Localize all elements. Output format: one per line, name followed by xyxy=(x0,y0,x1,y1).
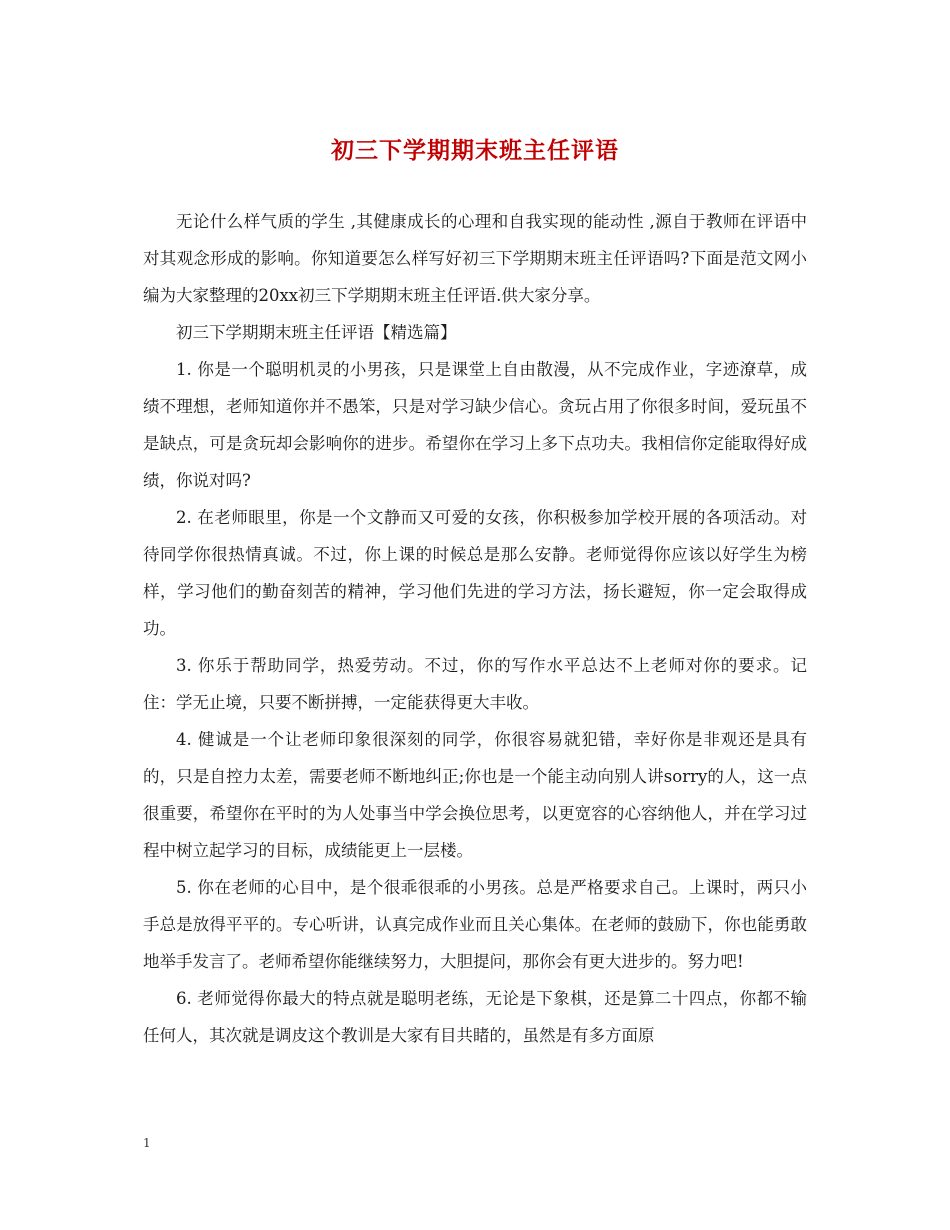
comment-paragraph-2: 2. 在老师眼里，你是一个文静而又可爱的女孩，你积极参加学校开展的各项活动。对待同学你很热情真诚。不过，你上课的时候总是那么安静。老师觉得你应该以好学生为榜样，学习他们的勤奋刻苦的精神，学习他们先进的学习方法，扬长避短，你一定会取得成功。 xyxy=(143,508,807,638)
comment-paragraph-5: 5. 你在老师的心目中，是个很乖很乖的小男孩。总是严格要求自己。上课时，两只小手总是放得平平的。专心听讲，认真完成作业而且关心集体。在老师的鼓励下，你也能勇敢地举手发言了。老师希望你能继续努力，大胆提问，那你会有更大进步的。努力吧! xyxy=(143,878,807,971)
comment-paragraph-6: 6. 老师觉得你最大的特点就是聪明老练，无论是下象棋，还是算二十四点，你都不输任何人，其次就是调皮这个教训是大家有目共睹的，虽然是有多方面原 xyxy=(143,989,807,1045)
document-body xyxy=(143,203,807,1054)
comment-paragraph-1: 1. 你是一个聪明机灵的小男孩，只是课堂上自由散漫，从不完成作业，字迹潦草，成绩不理想，老师知道你并不愚笨，只是对学习缺少信心。贪玩占用了你很多时间，爱玩虽不是缺点，可是贪玩却会影响你的进步。希望你在学习上多下点功夫。我相信你定能取得好成绩，你说对吗? xyxy=(143,360,807,490)
comment-paragraph-3: 3. 你乐于帮助同学，热爱劳动。不过，你的写作水平总达不上老师对你的要求。记住：学无止境，只要不断拼搏，一定能获得更大丰收。 xyxy=(143,656,807,712)
comment-paragraph-4: 4. 健诚是一个让老师印象很深刻的同学，你很容易就犯错，幸好你是非观还是具有的，只是自控力太差，需要老师不断地纠正;你也是一个能主动向别人讲sorry的人，这一点很重要，希望你在平时的为人处事当中学会换位思考，以更宽容的心容纳他人，并在学习过程中树立起学习的目标，成绩能更上一层楼。 xyxy=(143,730,807,860)
intro-paragraph: 无论什么样气质的学生 ,其健康成长的心理和自我实现的能动性 ,源自于教师在评语中对其观念形成的影响。你知道要怎么样写好初三下学期期末班主任评语吗?下面是范文网小编为大家整理的20xx初三下学期期末班主任评语.供大家分享。 xyxy=(143,212,807,305)
page-number: 1 xyxy=(143,1136,151,1150)
section-heading: 初三下学期期末班主任评语【精选篇】 xyxy=(176,323,457,342)
document-title: 初三下学期期末班主任评语 xyxy=(331,137,619,164)
